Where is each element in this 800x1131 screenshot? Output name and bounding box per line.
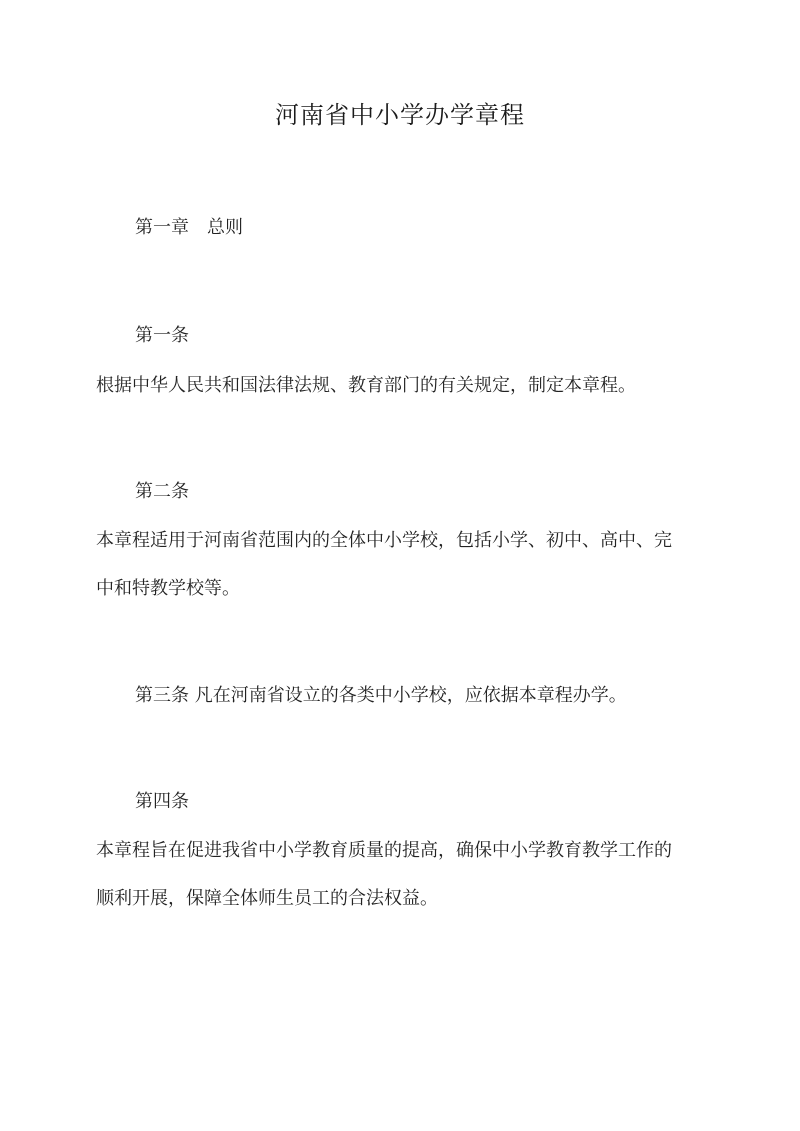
chapter-heading: 第一章 总则 (135, 217, 243, 238)
article-1-text: 根据中华人民共和国法律法规、教育部门的有关规定，制定本章程。 (96, 375, 636, 396)
article-3-text: 第三条 凡在河南省设立的各类中小学校，应依据本章程办学。 (135, 685, 627, 706)
article-2-text-line-1: 本章程适用于河南省范围内的全体中小学校，包括小学、初中、高中、完 (96, 530, 672, 551)
article-4-text-line-2: 顺利开展，保障全体师生员工的合法权益。 (96, 888, 438, 909)
article-2-heading: 第二条 (135, 481, 189, 502)
article-1-heading: 第一条 (135, 325, 189, 346)
article-4-text-line-1: 本章程旨在促进我省中小学教育质量的提高，确保中小学教育教学工作的 (96, 840, 672, 861)
article-2-text-line-2: 中和特教学校等。 (96, 578, 240, 599)
article-4-heading: 第四条 (135, 791, 189, 812)
document-title: 河南省中小学办学章程 (275, 101, 525, 129)
